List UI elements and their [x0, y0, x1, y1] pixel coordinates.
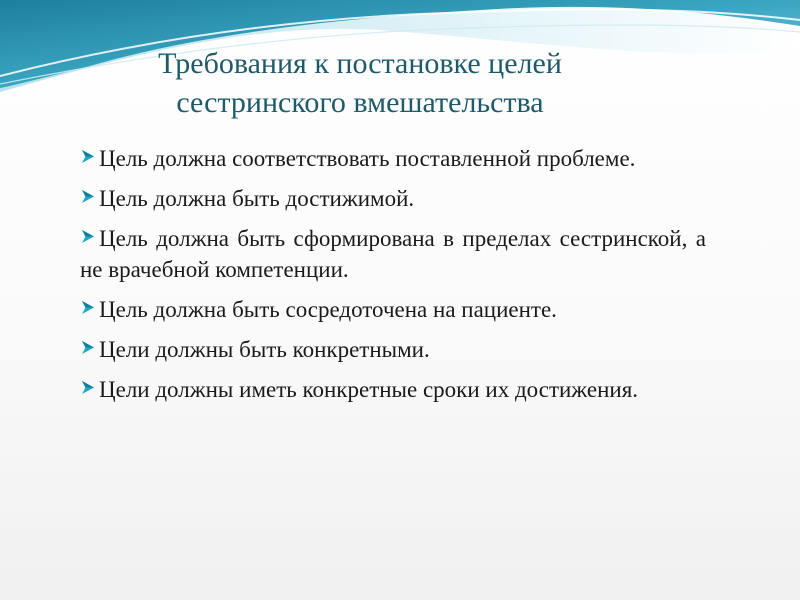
bullet-text-3: Цель должна быть сформирована в пределах сестринской, а не врачебной компетенции.	[80, 226, 706, 282]
bullet-text-1: Цель должна соответствовать поставленной проблеме.	[99, 146, 636, 171]
bullet-item-6	[80, 374, 706, 405]
bullet-item-4	[80, 294, 706, 325]
arrow-bullet-icon	[80, 340, 95, 355]
bullet-item-3	[80, 223, 706, 285]
bullet-item-1	[80, 143, 706, 174]
arrow-bullet-icon	[80, 380, 95, 395]
arrow-bullet-icon	[80, 149, 95, 164]
bullet-text-2: Цель должна быть достижимой.	[99, 186, 415, 211]
arrow-bullet-icon	[80, 229, 95, 244]
bullet-text-6: Цели должны иметь конкретные сроки их достижения.	[99, 377, 639, 402]
bullet-list	[80, 143, 706, 414]
slide-title	[90, 44, 630, 122]
arrow-bullet-icon	[80, 189, 95, 204]
slide-title-line-1: Требования к постановке целей	[158, 47, 562, 80]
bullet-text-4: Цель должна быть сосредоточена на пациенте.	[99, 297, 557, 322]
bullet-item-2	[80, 183, 706, 214]
arrow-bullet-icon	[80, 300, 95, 315]
bullet-item-5	[80, 334, 706, 365]
slide-title-line-2: сестринского вмешательства	[176, 86, 544, 119]
bullet-text-5: Цели должны быть конкретными.	[99, 337, 430, 362]
